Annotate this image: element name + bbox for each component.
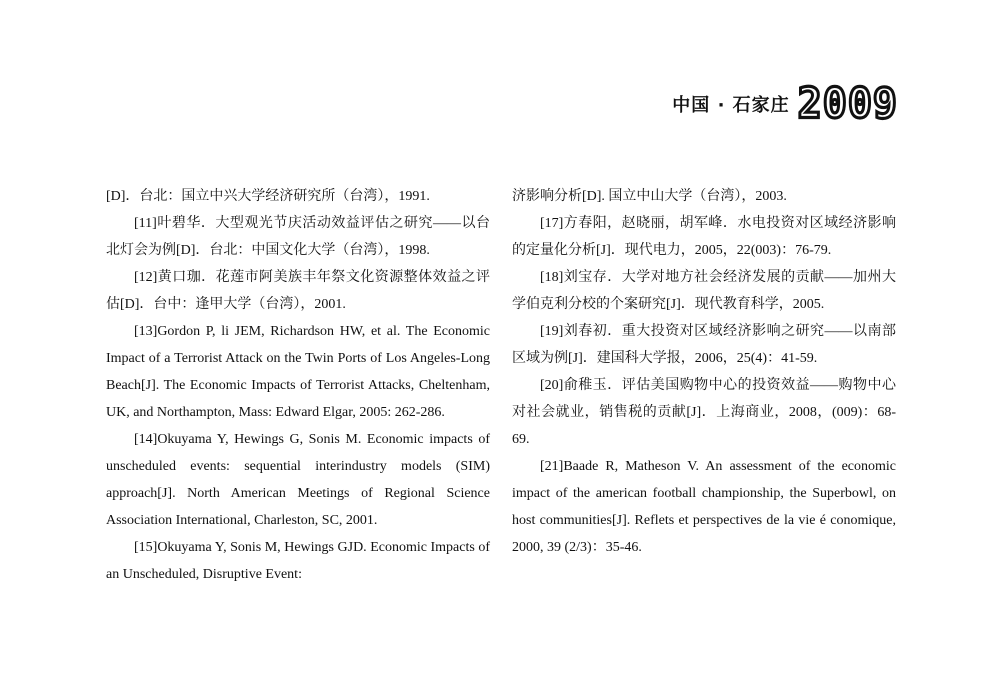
reference-entry: [13]Gordon P, li JEM, Richardson HW, et al. The Economic Impact of a Terrorist Attack on the Twin Ports of Los Angeles-Long Beach[J]. The Economic Impacts of Terrorist Attacks, Cheltenham, UK, and Northampton, Mass: Edward Elgar, 2005: 262-286.: [106, 324, 490, 420]
reference-entry: [14]Okuyama Y, Hewings G, Sonis M. Economic impacts of unscheduled events: sequential interindustry models (SIM) approach[J]. North American Meetings of Regional Science Association International, Charleston, SC, 2001.: [106, 432, 490, 528]
reference-entry: 济影响分析[D]. 国立中山大学（台湾），2003.: [512, 189, 787, 204]
reference-entry: [21]Baade R, Matheson V. An assessment of the economic impact of the american football championship, the Superbowl, on host communities[J]. Reflets et perspectives de la vie é conomique, 2000, 39 (2/3)：35-46.: [512, 459, 896, 555]
reference-entry: [D]．台北：国立中兴大学经济研究所（台湾），1991.: [106, 189, 430, 204]
header-year: 2009: [797, 79, 898, 129]
reference-entry: [12]黄口珈．花莲市阿美族丰年祭文化资源整体效益之评估[D]．台中：逢甲大学（台湾），2001.: [106, 270, 490, 312]
page-header: [672, 79, 898, 129]
reference-entry: [19]刘春初．重大投资对区域经济影响之研究——以南部区域为例[J]．建国科大学报，2006，25(4)：41-59.: [512, 324, 896, 366]
header-location: 中国 · 石家庄: [672, 95, 790, 116]
right-column: [512, 183, 896, 561]
reference-entry: [18]刘宝存．大学对地方社会经济发展的贡献——加州大学伯克利分校的个案研究[J]．现代教育科学，2005.: [512, 270, 896, 312]
reference-entry: [11]叶碧华．大型观光节庆活动效益评估之研究——以台北灯会为例[D]．台北：中国文化大学（台湾），1998.: [106, 216, 490, 258]
reference-entry: [17]方春阳，赵晓丽，胡军峰．水电投资对区域经济影响的定量化分析[J]．现代电力，2005，22(003)：76-79.: [512, 216, 896, 258]
left-column: [106, 183, 490, 588]
reference-entry: [15]Okuyama Y, Sonis M, Hewings GJD. Economic Impacts of an Unscheduled, Disruptive Event:: [106, 540, 490, 582]
reference-entry: [20]俞稚玉．评估美国购物中心的投资效益——购物中心对社会就业，销售税的贡献[J]．上海商业，2008，(009)：68-69.: [512, 378, 896, 447]
